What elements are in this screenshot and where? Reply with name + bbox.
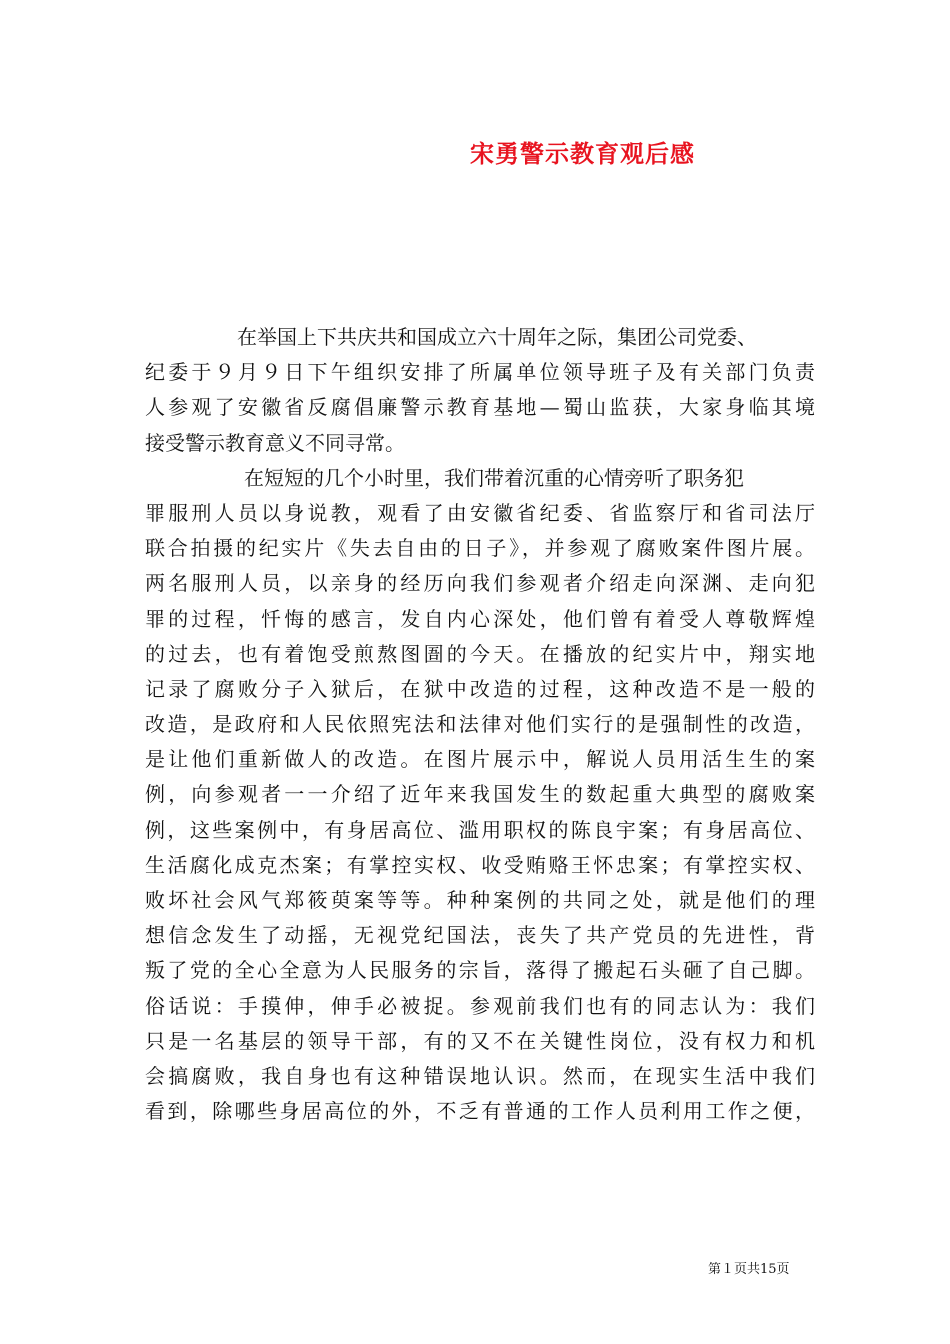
document-body [145,320,815,1129]
paragraph-2-line-14: 想信念发生了动摇，无视党纪国法，丧失了共产党员的先进性，背 [145,923,815,948]
paragraph-2-line-9: 是让他们重新做人的改造。在图片展示中，解说人员用活生生的案 [145,747,815,772]
paragraph-1-line-1: 在举国上下共庆共和国成立六十周年之际，集团公司党委、 [237,325,757,349]
paragraph-2-line-3: 联合拍摄的纪实片《失去自由的日子》，并参观了腐败案件图片展。 [145,536,815,561]
paragraph-2-line-19: 看到，除哪些身居高位的外，不乏有普通的工作人员利用工作之便， [145,1099,815,1124]
paragraph-2-line-15: 叛了党的全心全意为人民服务的宗旨，落得了搬起石头砸了自己脚。 [145,958,815,983]
document-title: 宋勇警示教育观后感 [470,139,695,168]
paragraph-2-line-13: 败坏社会风气郑筱萸案等等。种种案例的共同之处，就是他们的理 [145,888,815,912]
paragraph-2-line-6: 的过去，也有着饱受煎熬图圄的今天。在播放的纪实片中，翔实地 [145,641,815,666]
paragraph-1-line-2: 纪委于９月９日下午组织安排了所属单位领导班子及有关部门负责 [145,360,815,385]
paragraph-2-line-17: 只是一名基层的领导干部，有的又不在关键性岗位，没有权力和机 [145,1028,815,1053]
paragraph-1-line-3: 人参观了安徽省反腐倡廉警示教育基地—蜀山监获，大家身临其境 [145,395,815,420]
paragraph-2-line-4: 两名服刑人员，以亲身的经历向我们参观者介绍走向深渊、走向犯 [145,571,815,596]
paragraph-2-line-11: 例，这些案例中，有身居高位、滥用职权的陈良宇案；有身居高位、 [145,817,815,842]
paragraph-2-line-8: 改造，是政府和人民依照宪法和法律对他们实行的是强制性的改造， [145,712,815,737]
page-number-footer: 第１页共15页 [708,1262,790,1277]
paragraph-2-line-16: 俗话说：手摸伸，伸手必被捉。参观前我们也有的同志认为：我们 [145,993,815,1018]
paragraph-1-line-4: 接受警示教育意义不同寻常。 [145,430,405,455]
paragraph-2-line-5: 罪的过程，忏悔的感言，发自内心深处，他们曾有着受人尊敬辉煌 [145,606,815,631]
paragraph-2-line-10: 例，向参观者一一介绍了近年来我国发生的数起重大典型的腐败案 [145,782,815,807]
paragraph-2-line-2: 罪服刑人员以身说教，观看了由安徽省纪委、省监察厅和省司法厅 [145,500,815,525]
paragraph-2-line-12: 生活腐化成克杰案；有掌控实权、收受贿赂王怀忠案；有掌控实权、 [145,852,815,877]
paragraph-2-line-18: 会搞腐败，我自身也有这种错误地认识。然而，在现实生活中我们 [145,1063,815,1088]
paragraph-2-line-7: 记录了腐败分子入狱后，在狱中改造的过程，这种改造不是一般的 [145,676,815,701]
paragraph-2-line-1: 在短短的几个小时里，我们带着沉重的心情旁听了职务犯 [244,465,744,490]
